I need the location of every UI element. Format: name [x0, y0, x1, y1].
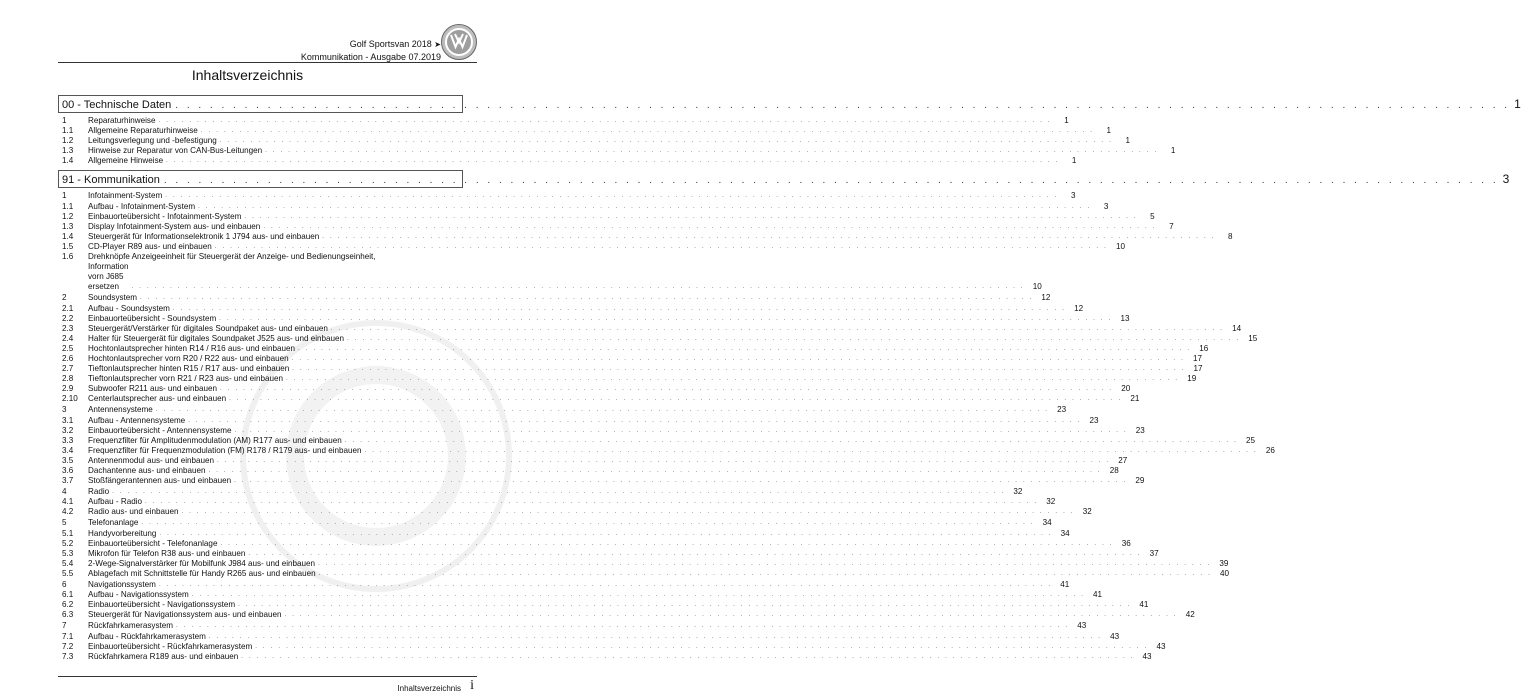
entry-number: 2.8	[62, 374, 74, 384]
toc-entry[interactable]	[58, 621, 1087, 631]
entry-number: 7.2	[62, 641, 74, 651]
dot-leader: . . . . . . . . . . . . . . . . . . . . . . . . . . . . . . . . . . . . . . . . . . . . . . . . . . . . . . . . . . . . . . . . . . . . . . . . . . . . . . . . . . . . . . . . . . . . . . . . . . . . . . . . . . . . . . . . . . . .	[285, 376, 1180, 383]
entry-title: Aufbau - Antennensysteme	[88, 415, 186, 425]
entry-page: 43	[1077, 621, 1087, 631]
entry-title: Aufbau - Radio	[88, 497, 142, 507]
entry-title: Allgemeine Reparaturhinweise	[88, 126, 198, 136]
toc-entry[interactable]	[58, 136, 1130, 146]
entry-list	[58, 116, 1176, 166]
dot-leader: . . . . . . . . . . . . . . . . . . . . . . . . . . . . . . . . . . . . . . . . . . . . . . . . . . . . . . . . . . . . . . . . . . . . . . . . . . . . . . . . . . . . . . . . . . . . . . . . . . . . . . . . . . . . . . . . . . . .	[163, 175, 1499, 187]
toc-entry[interactable]	[58, 538, 1131, 549]
toc-entry[interactable]	[58, 558, 1229, 569]
toc-entry[interactable]	[58, 313, 1130, 324]
entry-page: 13	[1120, 313, 1130, 323]
toc-entry[interactable]	[58, 425, 1145, 436]
toc-entry[interactable]	[58, 384, 1131, 394]
entry-title: Frequenzfilter für Frequenzmodulation (FM) R178 / R179 aus- und einbauen	[88, 445, 362, 455]
entry-title: Dachantenne aus- und einbauen	[88, 466, 206, 475]
dot-leader: . . . . . . . . . . . . . . . . . . . . . . . . . . . . . . . . . . . . . . . . . . . . . . . . . . . . . . . . . . . . . . . . . . . . . . . . . . . . . . . . . . . . . . . . . . . . . . . . . . . . . . . . . . . . . . . . . . . .	[291, 355, 1185, 362]
chapter-page: 1	[1514, 97, 1521, 111]
entry-title: Soundsystem	[88, 293, 138, 303]
entry-page: 23	[1057, 405, 1067, 415]
entry-page: 19	[1187, 374, 1197, 384]
entry-page: 43	[1110, 631, 1120, 641]
entry-title: Centerlautsprecher aus- und einbauen	[88, 394, 227, 404]
entry-page: 36	[1121, 538, 1131, 548]
entry-number: 6.3	[62, 610, 74, 620]
entry-title: Antennensysteme	[88, 405, 153, 415]
entry-page: 25	[1246, 435, 1256, 445]
entry-number: 2.6	[62, 353, 74, 363]
dot-leader: . . . . . . . . . . . . . . . . . . . . . . . . . . . . . . . . . . . . . . . . . . . . . . . . . . . . . . . . . . . . . . . . . . . . . . . . . . . . . . . . . . . . . . . . . . . . . . . . . . . . . . . . . . . . . . . . . . . .	[145, 499, 1039, 506]
dot-leader: . . . . . . . . . . . . . . . . . . . . . . . . . . . . . . . . . . . . . . . . . . . . . . . . . . . . . . . . . . . . . . . . . . . . . . . . . . . . . . . . . . . . . . . . . . . . . . . . . . . . . . . . . . . . . . . . . . . .	[248, 550, 1142, 557]
entry-page: 28	[1109, 466, 1119, 475]
toc-entry[interactable]	[58, 191, 1076, 201]
entry-number: 2.7	[62, 364, 74, 374]
entry-title: Aufbau - Rückfahrkamerasystem	[88, 631, 206, 641]
toc-entry[interactable]	[58, 497, 1056, 507]
dot-leader: . . . . . . . . . . . . . . . . . . . . . . . . . . . . . . . . . . . . . . . . . . . . . . . . . . . . . . . . . . . . . . . . . . . . . . . . . . . . . . . . . . . . . . . . . . . . . . . . . . . . . . . . . . . . . . . . . . . .	[208, 468, 1102, 474]
entry-number: 1.5	[62, 241, 74, 251]
entry-number: 2	[62, 293, 67, 303]
chapter-title: 91 - Kommunikation	[62, 174, 160, 187]
entry-title: Einbauorteübersicht - Antennensysteme	[88, 425, 232, 435]
toc-entry[interactable]	[58, 394, 1140, 404]
dot-leader: . . . . . . . . . . . . . . . . . . . . . . . . . . . . . . . . . . . . . . . . . . . . . . . . . . . . . . . . . . . . . . . . . . . . . . . . . . . . . . . . . . . . . . . . . . . . . . . . . . . . . . . . . . . . . . . . . . . .	[284, 612, 1178, 619]
dot-leader: . . . . . . . . . . . . . . . . . . . . . . . . . . . . . . . . . . . . . . . . . . . . . . . . . . . . . . . . . . . . . . . . . . . . . . . . . . . . . . . . . . . . . . . . . . . . . . . . . . . . . . . . . . . . . . . . . . . .	[112, 489, 1006, 496]
dot-leader: . . . . . . . . . . . . . . . . . . . . . . . . . . . . . . . . . . . . . . . . . . . . . . . . . . . . . . . . . . . . . . . . . . . . . . . . . . . . . . . . . . . . . . . . . . . . . . . . . . . . . . . . . . . . . . . . . . . .	[244, 213, 1138, 220]
entry-page: 41	[1060, 580, 1070, 590]
entry-title: Telefonanlage	[88, 518, 139, 528]
entry-number: 6.1	[62, 590, 74, 600]
dot-leader: . . . . . . . . . . . . . . . . . . . . . . . . . . . . . . . . . . . . . . . . . . . . . . . . . . . . . . . . . . . . . . . . . . . . . . . . . . . . . . . . . . . . . . . . . . . . . . . . . . . . . . . . . . . . . . . . . . . .	[234, 478, 1128, 485]
dot-leader: . . . . . . . . . . . . . . . . . . . . . . . . . . . . . . . . . . . . . . . . . . . . . . . . . . . . . . . . . . . . . . . . . . . . . . . . . . . . . . . . . . . . . . . . . . . . . . . . . . . . . . . . . . . . . . . . . . . .	[131, 284, 1025, 291]
toc-entry[interactable]	[58, 568, 1229, 579]
entry-number: 2.9	[62, 384, 74, 394]
entry-title: Halter für Steuergerät für digitales Soundpaket J525 aus- und einbauen	[88, 333, 345, 343]
entry-page: 37	[1149, 548, 1159, 558]
entry-number: 1.1	[62, 126, 74, 136]
entry-page: 1	[1170, 146, 1176, 156]
dot-leader: . . . . . . . . . . . . . . . . . . . . . . . . . . . . . . . . . . . . . . . . . . . . . . . . . . . . . . . . . . . . . . . . . . . . . . . . . . . . . . . . . . . . . . . . . . . . . . . . . . . . . . . . . . . . . . . . . . . .	[364, 447, 1258, 454]
entry-page: 42	[1185, 610, 1195, 620]
dot-leader: . . . . . . . . . . . . . . . . . . . . . . . . . . . . . . . . . . . . . . . . . . . . . . . . . . . . . . . . . . . . . . . . . . . . . . . . . . . . . . . . . . . . . . . . . . . . . . . . . . . . . . . . . . . . . . . . . . . .	[318, 570, 1212, 577]
entry-title: Steuergerät für Informationselektronik 1 J794 aus- und einbauen	[88, 231, 320, 241]
dot-leader: . . . . . . . . . . . . . . . . . . . . . . . . . . . . . . . . . . . . . . . . . . . . . . . . . . . . . . . . . . . . . . . . . . . . . . . . . . . . . . . . . . . . . . . . . . . . . . . . . . . . . . . . . . . . . . . . . . . .	[238, 602, 1132, 609]
entry-number: 4	[62, 487, 67, 497]
toc-entry[interactable]	[58, 333, 1258, 344]
entry-number: 3.5	[62, 455, 74, 465]
entry-title: Navigationssystem	[88, 580, 156, 590]
entry-page: 5	[1150, 211, 1155, 221]
dot-leader: . . . . . . . . . . . . . . . . . . . . . . . . . . . . . . . . . . . . . . . . . . . . . . . . . . . . . . . . . . . . . . . . . . . . . . . . . . . . . . . . . . . . . . . . . . . . . . . . . . . . . . . . . . . . . . . . . . . .	[140, 295, 1034, 302]
toc-entry[interactable]	[58, 600, 1149, 610]
dot-leader: . . . . . . . . . . . . . . . . . . . . . . . . . . . . . . . . . . . . . . . . . . . . . . . . . . . . . . . . . . . . . . . . . . . . . . . . . . . . . . . . . . . . . . . . . . . . . . . . . . . . . . . . . . . . . . . . . . . .	[322, 233, 1216, 240]
entry-page: 26	[1265, 445, 1275, 455]
entry-title: Stoßfängerantennen aus- und einbauen	[88, 476, 232, 486]
dot-leader: . . . . . . . . . . . . . . . . . . . . . . . . . . . . . . . . . . . . . . . . . . . . . . . . . . . . . . . . . . . . . . . . . . . . . . . . . . . . . . . . . . . . . . . . . . . . . . . . . . . . . . . . . . . . . . . . . . . .	[241, 653, 1135, 660]
header-model: Golf Sportsvan 2018	[349, 39, 432, 49]
entry-number: 2.3	[62, 323, 74, 333]
entry-title: Rückfahrkamerasystem	[88, 621, 174, 631]
dot-leader: . . . . . . . . . . . . . . . . . . . . . . . . . . . . . . . . . . . . . . . . . . . . . . . . . . . . . . . . . . . . . . . . . . . . . . . . . . . . . . . . . . . . . . . . . . . . . . . . . . . . . . . . . . . . . . . . . . . .	[214, 243, 1109, 250]
dot-leader: . . . . . . . . . . . . . . . . . . . . . . . . . . . . . . . . . . . . . . . . . . . . . . . . . . . . . . . . . . . . . . . . . . . . . . . . . . . . . . . . . . . . . . . . . . . . . . . . . . . . . . . . . . . . . . . . . . . .	[200, 128, 1095, 135]
toc-entry[interactable]	[58, 487, 1023, 497]
entry-page: 23	[1135, 425, 1145, 435]
entry-page: 3	[1071, 191, 1076, 201]
entry-title: Aufbau - Infotainment-System	[88, 201, 196, 211]
footer-rule	[58, 676, 477, 677]
entry-page: 23	[1089, 415, 1099, 425]
toc-entry[interactable]	[58, 610, 1195, 620]
dot-leader: . . . . . . . . . . . . . . . . . . . . . . . . . . . . . . . . . . . . . . . . . . . . . . . . . . . . . . . . . . . . . . . . . . . . . . . . . . . . . . . . . . . . . . . . . . . . . . . . . . . . . . . . . . . . . . . . . . . .	[208, 633, 1103, 640]
entry-title: Tieftonlautsprecher vorn R21 / R23 aus- und einbauen	[88, 374, 283, 384]
toc-entry[interactable]	[58, 651, 1152, 662]
toc-entry[interactable]	[58, 146, 1176, 156]
entry-page: 10	[1032, 282, 1042, 292]
entry-page: 43	[1156, 641, 1166, 651]
toc-entry[interactable]	[58, 641, 1166, 652]
toc-entry[interactable]	[58, 415, 1099, 426]
entry-title: Handyvorbereitung	[88, 528, 157, 538]
dot-leader: . . . . . . . . . . . . . . . . . . . . . . . . . . . . . . . . . . . . . . . . . . . . . . . . . . . . . . . . . . . . . . . . . . . . . . . . . . . . . . . . . . . . . . . . . . . . . . . . . . . . . . . . . . . . . . . . . . . .	[141, 520, 1035, 527]
page-title: Inhaltsverzeichnis	[191, 67, 304, 83]
entry-page: 16	[1199, 343, 1209, 353]
entry-number: 2.5	[62, 343, 74, 353]
entry-title: Aufbau - Soundsystem	[88, 303, 170, 313]
entry-number: 1.2	[62, 136, 74, 146]
entry-title: Allgemeine Hinweise	[88, 156, 164, 166]
entry-page: 32	[1046, 497, 1056, 507]
entry-page: 1	[1064, 116, 1069, 125]
toc-entry[interactable]	[58, 466, 1119, 476]
entry-number: 1.1	[62, 201, 74, 211]
entry-number: 2.1	[62, 303, 74, 313]
toc-entry[interactable]	[58, 126, 1112, 136]
entry-title: Einbauorteübersicht - Infotainment-System	[88, 211, 242, 221]
entry-title: Radio aus- und einbauen	[88, 507, 179, 517]
dot-leader: . . . . . . . . . . . . . . . . . . . . . . . . . . . . . . . . . . . . . . . . . . . . . . . . . . . . . . . . . . . . . . . . . . . . . . . . . . . . . . . . . . . . . . . . . . . . . . . . . . . . . . . . . . . . . . . . . . . .	[198, 203, 1092, 210]
dot-leader: . . . . . . . . . . . . . . . . . . . . . . . . . . . . . . . . . . . . . . . . . . . . . . . . . . . . . . . . . . . . . . . . . . . . . . . . . . . . . . . . . . . . . . . . . . . . . . . . . . . . . . . . . . . . . . . . . . . .	[191, 592, 1086, 599]
dot-leader: . . . . . . . . . . . . . . . . . . . . . . . . . . . . . . . . . . . . . . . . . . . . . . . . . . . . . . . . . . . . . . . . . . . . . . . . . . . . . . . . . . . . . . . . . . . . . . . . . . . . . . . . . . . . . . . . . . . .	[159, 530, 1053, 537]
entry-title: Einbauorteübersicht - Telefonanlage	[88, 538, 218, 548]
dot-leader: . . . . . . . . . . . . . . . . . . . . . . . . . . . . . . . . . . . . . . . . . . . . . . . . . . . . . . . . . . . . . . . . . . . . . . . . . . . . . . . . . . . . . . . . . . . . . . . . . . . . . . . . . . . . . . . . . . . .	[175, 100, 1511, 111]
toc-entry[interactable]	[58, 455, 1128, 466]
entry-number: 6.2	[62, 600, 74, 610]
entry-number: 7.3	[62, 651, 74, 661]
entry-number: 1.3	[62, 146, 74, 156]
toc-entry[interactable]	[58, 156, 1077, 166]
entry-number: 1.6	[62, 252, 74, 262]
entry-number: 3	[62, 405, 67, 415]
entry-number: 1.3	[62, 221, 74, 231]
entry-page: 39	[1219, 558, 1229, 568]
toc-entry[interactable]	[58, 590, 1103, 600]
entry-page: 32	[1013, 487, 1023, 497]
entry-page: 3	[1103, 201, 1109, 211]
entry-number: 4.2	[62, 507, 74, 517]
dot-leader: . . . . . . . . . . . . . . . . . . . . . . . . . . . . . . . . . . . . . . . . . . . . . . . . . . . . . . . . . . . . . . . . . . . . . . . . . . . . . . . . . . . . . . . . . . . . . . . . . . . . . . . . . . . . . . . . . . . .	[292, 366, 1186, 373]
dot-leader: . . . . . . . . . . . . . . . . . . . . . . . . . . . . . . . . . . . . . . . . . . . . . . . . . . . . . . . . . . . . . . . . . . . . . . . . . . . . . . . . . . . . . . . . . . . . . . . . . . . . . . . . . . . . . . . . . . . .	[234, 427, 1128, 434]
entry-number: 1	[62, 191, 67, 201]
entry-title: Rückfahrkamera R189 aus- und einbauen	[88, 651, 239, 661]
entry-number: 3.3	[62, 435, 74, 445]
entry-number: 1.2	[62, 211, 74, 221]
entry-title: Aufbau - Navigationssystem	[88, 590, 189, 600]
dot-leader: . . . . . . . . . . . . . . . . . . . . . . . . . . . . . . . . . . . . . . . . . . . . . . . . . . . . . . . . . . . . . . . . . . . . . . . . . . . . . . . . . . . . . . . . . . . . . . . . . . . . . . . . . . . . . . . . . . . .	[181, 509, 1075, 516]
dot-leader: . . . . . . . . . . . . . . . . . . . . . . . . . . . . . . . . . . . . . . . . . . . . . . . . . . . . . . . . . . . . . . . . . . . . . . . . . . . . . . . . . . . . . . . . . . . . . . . . . . . . . . . . . . . . . . . . . . . .	[158, 582, 1053, 589]
entry-title: Leitungsverlegung und -befestigung	[88, 136, 217, 146]
entry-number: 5.4	[62, 558, 74, 568]
toc-entry[interactable]	[58, 518, 1052, 528]
dot-leader: . . . . . . . . . . . . . . . . . . . . . . . . . . . . . . . . . . . . . . . . . . . . . . . . . . . . . . . . . . . . . . . . . . . . . . . . . . . . . . . . . . . . . . . . . . . . . . . . . . . . . . . . . . . . . . . . . . . .	[344, 437, 1239, 444]
entry-number: 1.4	[62, 231, 74, 241]
toc-entry[interactable]	[58, 476, 1145, 486]
entry-number: 3.7	[62, 476, 74, 486]
toc-entry[interactable]	[58, 116, 1069, 126]
entry-page: 29	[1135, 476, 1145, 486]
entry-number: 7.1	[62, 631, 74, 641]
entry-title: Steuergerät für Navigationssystem aus- und einbauen	[88, 610, 282, 620]
dot-leader: . . . . . . . . . . . . . . . . . . . . . . . . . . . . . . . . . . . . . . . . . . . . . . . . . . . . . . . . . . . . . . . . . . . . . . . . . . . . . . . . . . . . . . . . . . . . . . . . . . . . . . . . . . . . . . . . . . . .	[255, 643, 1149, 650]
entry-page: 34	[1060, 528, 1070, 538]
entry-page: 34	[1042, 518, 1052, 528]
dot-leader: . . . . . . . . . . . . . . . . . . . . . . . . . . . . . . . . . . . . . . . . . . . . . . . . . . . . . . . . . . . . . . . . . . . . . . . . . . . . . . . . . . . . . . . . . . . . . . . . . . . . . . . . . . . . . . . . . . . .	[318, 560, 1212, 567]
entry-title: Infotainment-System	[88, 191, 163, 201]
entry-title: Subwoofer R211 aus- und einbauen	[88, 384, 217, 394]
dot-leader: . . . . . . . . . . . . . . . . . . . . . . . . . . . . . . . . . . . . . . . . . . . . . . . . . . . . . . . . . . . . . . . . . . . . . . . . . . . . . . . . . . . . . . . . . . . . . . . . . . . . . . . . . . . . . . . . . . . .	[347, 335, 1241, 342]
toc-entry[interactable]	[58, 631, 1120, 642]
entry-title: Reparaturhinweise	[88, 116, 156, 125]
dot-leader: . . . . . . . . . . . . . . . . . . . . . . . . . . . . . . . . . . . . . . . . . . . . . . . . . . . . . . . . . . . . . . . . . . . . . . . . . . . . . . . . . . . . . . . . . . . . . . . . . . . . . . . . . . . . . . . . . . . .	[220, 540, 1114, 547]
dot-leader: . . . . . . . . . . . . . . . . . . . . . . . . . . . . . . . . . . . . . . . . . . . . . . . . . . . . . . . . . . . . . . . . . . . . . . . . . . . . . . . . . . . . . . . . . . . . . . . . . . . . . . . . . . . . . . . . . . . .	[330, 325, 1225, 332]
dot-leader: . . . . . . . . . . . . . . . . . . . . . . . . . . . . . . . . . . . . . . . . . . . . . . . . . . . . . . . . . . . . . . . . . . . . . . . . . . . . . . . . . . . . . . . . . . . . . . . . . . . . . . . . . . . . . . . . . . . .	[217, 457, 1111, 464]
header-subtitle: Kommunikation - Ausgabe 07.2019	[300, 52, 441, 62]
entry-title: Mikrofon für Telefon R38 aus- und einbauen	[88, 548, 246, 558]
entry-page: 40	[1219, 568, 1229, 578]
toc-entry[interactable]	[58, 293, 1051, 303]
toc-entry[interactable]	[58, 548, 1159, 559]
entry-page: 41	[1093, 590, 1103, 600]
toc-entry[interactable]	[58, 211, 1155, 222]
entry-title: Display Infotainment-System aus- und einbauen	[88, 221, 261, 231]
entry-title: Tieftonlautsprecher hinten R15 / R17 aus- und einbauen	[88, 364, 290, 374]
vw-logo-icon	[441, 24, 477, 60]
entry-page: 17	[1193, 364, 1203, 374]
dot-leader: . . . . . . . . . . . . . . . . . . . . . . . . . . . . . . . . . . . . . . . . . . . . . . . . . . . . . . . . . . . . . . . . . . . . . . . . . . . . . . . . . . . . . . . . . . . . . . . . . . . . . . . . . . . . . . . . . . . .	[166, 158, 1060, 165]
entry-page: 14	[1232, 323, 1242, 333]
toc-entry[interactable]	[58, 580, 1070, 590]
entry-title: Hinweise zur Reparatur von CAN-Bus-Leitungen	[88, 146, 263, 156]
entry-number: 2.10	[62, 394, 78, 404]
entry-title: CD-Player R89 aus- und einbauen	[88, 241, 212, 251]
toc-entry[interactable]	[58, 507, 1092, 517]
entry-title: Hochtonlautsprecher hinten R14 / R16 aus- und einbauen	[88, 343, 295, 353]
header-rule	[58, 62, 477, 63]
entry-page: 15	[1248, 333, 1258, 343]
entry-page: 20	[1121, 384, 1131, 394]
toc-entry[interactable]	[58, 252, 1042, 292]
entry-title-cont: Information vorn J685 ersetzen	[88, 262, 129, 292]
entry-title: Frequenzfilter für Amplitudenmodulation (AM) R177 aus- und einbauen	[88, 435, 342, 445]
dot-leader: . . . . . . . . . . . . . . . . . . . . . . . . . . . . . . . . . . . . . . . . . . . . . . . . . . . . . . . . . . . . . . . . . . . . . . . . . . . . . . . . . . . . . . . . . . . . . . . . . . . . . . . . . . . . . . . . . . . .	[219, 138, 1113, 145]
entry-title: Einbauorteübersicht - Soundsystem	[88, 313, 217, 323]
entry-title: Drehknöpfe Anzeigeeinheit für Steuergerät der Anzeige- und Bedienungseinheit,	[88, 252, 376, 262]
dot-leader: . . . . . . . . . . . . . . . . . . . . . . . . . . . . . . . . . . . . . . . . . . . . . . . . . . . . . . . . . . . . . . . . . . . . . . . . . . . . . . . . . . . . . . . . . . . . . . . . . . . . . . . . . . . . . . . . . . . .	[263, 223, 1157, 230]
entry-page: 1	[1106, 126, 1112, 136]
toc-entry[interactable]	[58, 231, 1233, 242]
entry-page: 1	[1071, 156, 1077, 166]
dot-leader: . . . . . . . . . . . . . . . . . . . . . . . . . . . . . . . . . . . . . . . . . . . . . . . . . . . . . . . . . . . . . . . . . . . . . . . . . . . . . . . . . . . . . . . . . . . . . . . . . . . . . . . . . . . . . . . . . . . .	[220, 386, 1114, 393]
toc-entry[interactable]	[58, 303, 1084, 314]
entry-number: 1	[62, 116, 67, 125]
entry-title: 2-Wege-Signalverstärker für Mobilfunk J984 aus- und einbauen	[88, 558, 316, 568]
entry-number: 3.1	[62, 415, 74, 425]
toc-entry[interactable]	[58, 353, 1202, 364]
dot-leader: . . . . . . . . . . . . . . . . . . . . . . . . . . . . . . . . . . . . . . . . . . . . . . . . . . . . . . . . . . . . . . . . . . . . . . . . . . . . . . . . . . . . . . . . . . . . . . . . . . . . . . . . . . . . . . . . . . . .	[165, 193, 1059, 200]
toc-entry[interactable]	[58, 445, 1275, 456]
toc-entry[interactable]	[58, 343, 1209, 354]
entry-page: 21	[1130, 394, 1140, 404]
entry-title: Antennenmodul aus- und einbauen	[88, 455, 215, 465]
dot-leader: . . . . . . . . . . . . . . . . . . . . . . . . . . . . . . . . . . . . . . . . . . . . . . . . . . . . . . . . . . . . . . . . . . . . . . . . . . . . . . . . . . . . . . . . . . . . . . . . . . . . . . . . . . . . . . . . . . . .	[297, 345, 1192, 352]
entry-title: Hochtonlautsprecher vorn R20 / R22 aus- und einbauen	[88, 353, 289, 363]
entry-page: 12	[1074, 303, 1084, 313]
chapter-title: 00 - Technische Daten	[62, 99, 172, 111]
entry-number: 5.1	[62, 528, 74, 538]
chapter-page: 3	[1502, 172, 1510, 187]
entry-number: 2.2	[62, 313, 74, 323]
entry-page: 8	[1228, 231, 1233, 241]
toc-entry[interactable]	[58, 435, 1256, 446]
entry-page: 41	[1139, 600, 1149, 610]
dot-leader: . . . . . . . . . . . . . . . . . . . . . . . . . . . . . . . . . . . . . . . . . . . . . . . . . . . . . . . . . . . . . . . . . . . . . . . . . . . . . . . . . . . . . . . . . . . . . . . . . . . . . . . . . . . . . . . . . . . .	[229, 396, 1123, 403]
entry-number: 5	[62, 518, 67, 528]
entry-page: 7	[1169, 221, 1174, 231]
dot-leader: . . . . . . . . . . . . . . . . . . . . . . . . . . . . . . . . . . . . . . . . . . . . . . . . . . . . . . . . . . . . . . . . . . . . . . . . . . . . . . . . . . . . . . . . . . . . . . . . . . . . . . . . . . . . . . . . . . . .	[219, 315, 1113, 322]
entry-number: 5.2	[62, 538, 74, 548]
dot-leader: . . . . . . . . . . . . . . . . . . . . . . . . . . . . . . . . . . . . . . . . . . . . . . . . . . . . . . . . . . . . . . . . . . . . . . . . . . . . . . . . . . . . . . . . . . . . . . . . . . . . . . . . . . . . . . . . . . . .	[176, 623, 1070, 630]
entry-number: 2.4	[62, 333, 74, 343]
toc-entry[interactable]	[58, 364, 1203, 374]
entry-title: Einbauorteübersicht - Navigationssystem	[88, 600, 236, 610]
footer-label: Inhaltsverzeichnis	[397, 684, 461, 693]
entry-number: 5.5	[62, 568, 74, 578]
entry-list	[58, 191, 1275, 661]
entry-page: 12	[1041, 293, 1051, 303]
dot-leader: . . . . . . . . . . . . . . . . . . . . . . . . . . . . . . . . . . . . . . . . . . . . . . . . . . . . . . . . . . . . . . . . . . . . . . . . . . . . . . . . . . . . . . . . . . . . . . . . . . . . . . . . . . . . . . . . . . . .	[172, 305, 1067, 312]
table-of-contents	[58, 95, 1521, 666]
chapter-heading[interactable]	[58, 95, 1521, 113]
dot-leader: . . . . . . . . . . . . . . . . . . . . . . . . . . . . . . . . . . . . . . . . . . . . . . . . . . . . . . . . . . . . . . . . . . . . . . . . . . . . . . . . . . . . . . . . . . . . . . . . . . . . . . . . . . . . . . . . . . . .	[265, 148, 1159, 155]
toc-entry[interactable]	[58, 241, 1126, 252]
entry-title: Ablagefach mit Schnittstelle für Handy R265 aus- und einbauen	[88, 568, 316, 578]
toc-entry[interactable]	[58, 528, 1070, 539]
entry-number: 1.4	[62, 156, 74, 166]
entry-page: 1	[1125, 136, 1130, 146]
toc-entry[interactable]	[58, 323, 1242, 334]
entry-title: Steuergerät/Verstärker für digitales Soundpaket aus- und einbauen	[88, 323, 328, 333]
entry-number: 3.6	[62, 466, 74, 475]
chapter-heading[interactable]	[58, 170, 1510, 188]
entry-page: 10	[1116, 241, 1126, 251]
entry-page: 32	[1082, 507, 1092, 517]
entry-number: 4.1	[62, 497, 74, 507]
toc-entry[interactable]	[58, 374, 1197, 384]
toc-entry[interactable]	[58, 405, 1067, 415]
dot-leader: . . . . . . . . . . . . . . . . . . . . . . . . . . . . . . . . . . . . . . . . . . . . . . . . . . . . . . . . . . . . . . . . . . . . . . . . . . . . . . . . . . . . . . . . . . . . . . . . . . . . . . . . . . . . . . . . . . . .	[158, 118, 1052, 124]
entry-number: 7	[62, 621, 67, 631]
toc-entry[interactable]	[58, 201, 1109, 212]
dot-leader: . . . . . . . . . . . . . . . . . . . . . . . . . . . . . . . . . . . . . . . . . . . . . . . . . . . . . . . . . . . . . . . . . . . . . . . . . . . . . . . . . . . . . . . . . . . . . . . . . . . . . . . . . . . . . . . . . . . .	[188, 417, 1082, 424]
entry-page: 17	[1192, 353, 1202, 363]
entry-title: Einbauorteübersicht - Rückfahrkamerasystem	[88, 641, 253, 651]
footer-page-number: i	[470, 678, 474, 693]
page-header	[301, 38, 441, 63]
dot-leader: . . . . . . . . . . . . . . . . . . . . . . . . . . . . . . . . . . . . . . . . . . . . . . . . . . . . . . . . . . . . . . . . . . . . . . . . . . . . . . . . . . . . . . . . . . . . . . . . . . . . . . . . . . . . . . . . . . . .	[155, 407, 1050, 414]
entry-number: 6	[62, 580, 67, 590]
entry-number: 3.4	[62, 445, 74, 455]
toc-entry[interactable]	[58, 221, 1174, 232]
entry-number: 5.3	[62, 548, 74, 558]
arrow-icon: ➤	[434, 40, 441, 49]
entry-number: 3.2	[62, 425, 74, 435]
entry-page: 43	[1142, 651, 1152, 661]
entry-title: Radio	[88, 487, 110, 497]
entry-page: 27	[1118, 455, 1128, 465]
